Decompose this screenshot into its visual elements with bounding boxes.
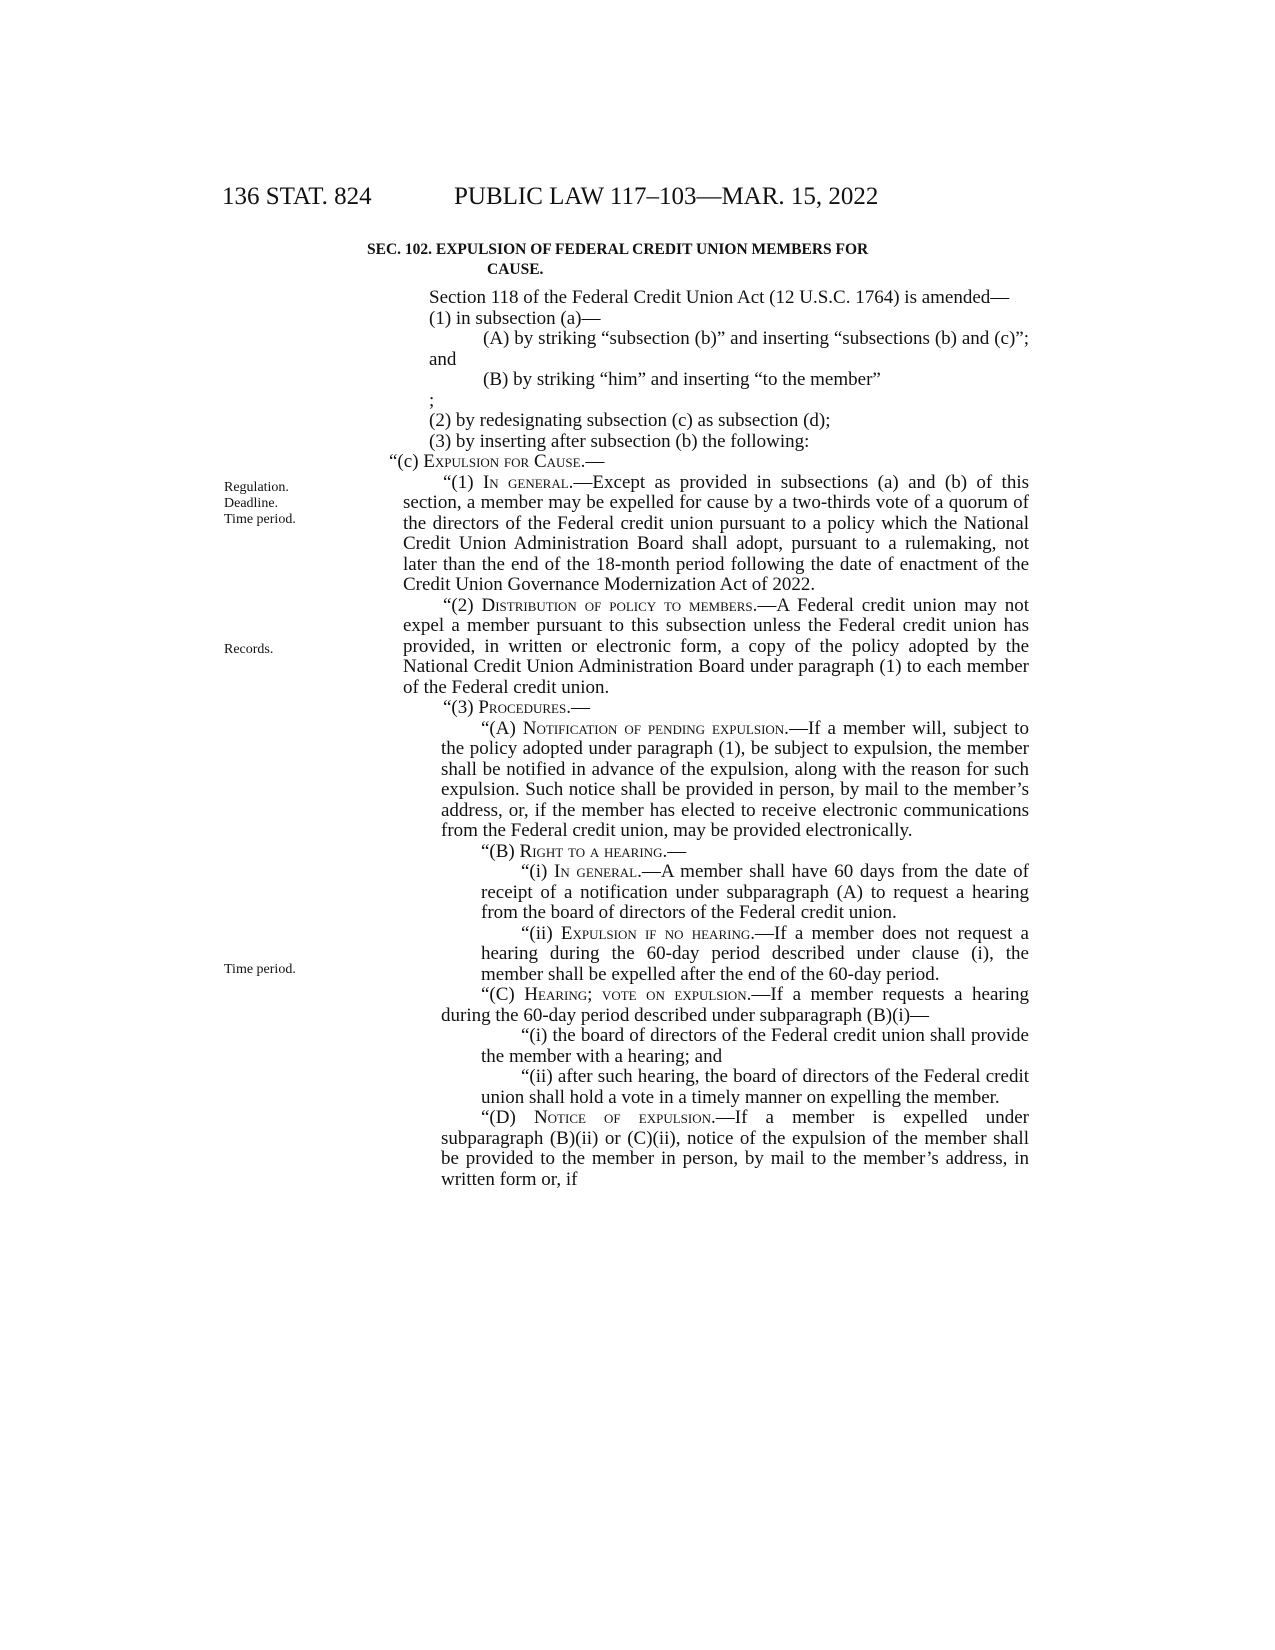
c2-text: —A Federal credit union may not expel a member pursuant to this subsection unless the Federal credit union has provided, in written or electronic form, a copy of the policy adopted by the National Credit Union Administration Board under paragraph (1) to each member of the Federal credit union. [403,594,1030,698]
amendment-2: (2) by redesignating subsection (c) as subsection (d); [429,410,831,431]
section-heading [367,240,1029,280]
running-header-title: PUBLIC LAW 117–103—MAR. 15, 2022 [454,183,879,210]
section-heading-line2: CAUSE. [487,261,544,278]
c3Bi-title: In general. [554,861,642,882]
c3B-dash: — [667,840,687,862]
margin-note-line: Regulation. [224,480,289,495]
margin-note-line: Records. [224,642,274,657]
c3D-text: —If a member is expelled under subparagraph (B)(ii) or (C)(ii), notice of the expulsion of the member shall be provided to the member in person, by mail to the member’s address, in written form or, if [441,1107,1029,1190]
c3-dash: — [570,697,590,718]
c3D-title: Notice of expulsion. [533,1107,716,1128]
c2-title: Distribution of policy to members. [481,594,758,616]
c3A-title: Notification of pending expulsion. [522,717,789,739]
clause-3Cii: “(ii) after such hearing, the board of directors of the Federal credit union shall hold a vote in a timely manner on expelling the member. [481,1066,1029,1108]
amendment-1B-semicolon: ; [429,389,435,411]
amendment-3: (3) by inserting after subsection (b) the following: [429,430,810,452]
c3C-lead: “(C) [481,984,525,1005]
subparagraph-3D [441,1108,1029,1190]
c3Bii-text: —If a member does not request a hearing during the 60-day period described under clause (i), the member shall be expelled after the end of the 60-day period. [481,922,1029,985]
c3-lead: “(3) [443,697,479,718]
c3-title: Procedures. [478,697,571,718]
margin-note-time-period [224,962,296,978]
clause-3Ci: “(i) the board of directors of the Federal credit union shall provide the member with a hearing; and [481,1025,1029,1067]
c3Bii-title: Expulsion if no hearing. [560,922,755,944]
subsection-c-lead: “(c) [389,451,424,472]
subsection-c-heading [389,452,1029,473]
c3D-lead: “(D) [481,1107,534,1128]
c1-lead: “(1) [443,471,483,493]
margin-note-records [224,642,273,658]
paragraph-c3-heading [443,698,1029,719]
margin-note-regulation [224,480,296,528]
c3Bi-lead: “(i) [521,861,555,882]
margin-note-line: Time period. [224,512,296,527]
stat-page-number: 136 STAT. 824 [222,183,372,210]
c3C-title: Hearing; vote on expulsion. [524,984,752,1005]
amendment-1B: (B) by striking “him” and inserting “to the member” [483,369,881,390]
c2-lead: “(2) [443,594,482,616]
margin-note-line: Deadline. [224,496,279,511]
c1-text: —Except as provided in subsections (a) and (b) of this section, a member may be expelled for cause by a two-thirds vote of a quorum of the directors of the Federal credit union pursuant to a policy which the National Credit Union Administration Board shall adopt, pursuant to a rulemaking, not later than the end of the 18-month period following the date of enactment of the Credit Union Governance Modernization Act of 2022. [403,471,1029,595]
c3B-title: Right to a hearing. [519,840,668,862]
c3A-text: —If a member will, subject to the policy adopted under paragraph (1), be subject to expulsion, the member shall be notified in advance of the expulsion, along with the reason for such expulsion. Such notice shall be provided in person, by mail to the member’s address, or, if the member has elected to receive electronic communications from the Federal credit union, may be provided electronically. [441,717,1030,841]
c3Bii-lead: “(ii) [521,922,561,944]
document-body [367,240,1030,1190]
clause-3Bi [481,862,1029,924]
subparagraph-3B-heading [481,842,1029,863]
subsection-c-title: Expulsion for Cause. [423,451,586,472]
c3Bi-text: —A member shall have 60 days from the date of receipt of a notification under subparagraph (A) to request a hearing from the board of directors of the Federal credit union. [481,861,1029,923]
subparagraph-3A [441,719,1029,842]
c3B-lead: “(B) [481,840,520,862]
paragraph-c2 [403,596,1029,699]
c3C-text: —If a member requests a hearing during the 60-day period described under subparagraph (B)(i)— [441,984,1030,1026]
margin-note-line: Time period. [224,962,296,977]
amendment-1: (1) in subsection (a)— [429,307,601,329]
clause-3Bii [481,924,1029,986]
section-heading-line1: SEC. 102. EXPULSION OF FEDERAL CREDIT UNION MEMBERS FOR [367,241,869,258]
subsection-c-dash: — [585,451,605,472]
subparagraph-3C [441,985,1029,1026]
amendment-1A-text: (A) by striking “subsection (b)” and inserting “subsections (b) and (c)”; and [429,328,1029,370]
c3A-lead: “(A) [481,717,523,739]
c1-title: In general. [482,471,574,493]
paragraph-c1 [403,473,1029,596]
amendment-1A [429,329,1029,370]
intro-paragraph: Section 118 of the Federal Credit Union Act (12 U.S.C. 1764) is amended— [429,287,1010,308]
